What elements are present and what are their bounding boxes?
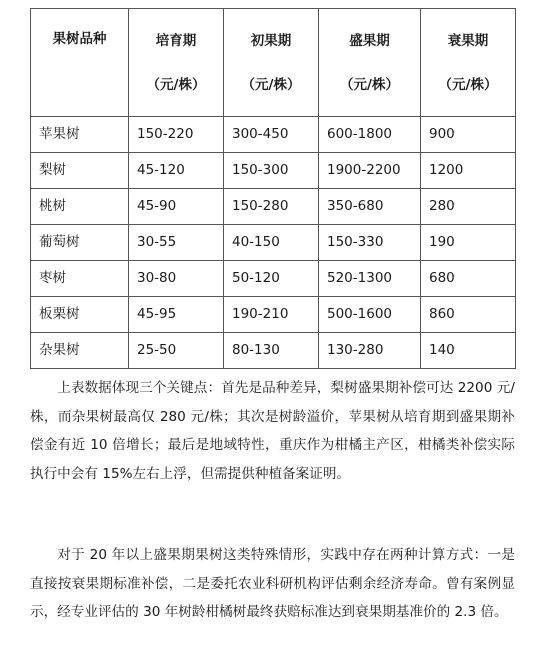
price-cell: 45-95 bbox=[129, 297, 224, 333]
table-row bbox=[31, 189, 516, 225]
column-header-label: 果树品种 bbox=[52, 31, 107, 47]
table-row bbox=[31, 117, 516, 153]
price-cell: 140 bbox=[421, 333, 516, 369]
price-cell: 520-1300 bbox=[319, 261, 421, 297]
price-cell: 80-130 bbox=[224, 333, 319, 369]
price-cell: 150-300 bbox=[224, 153, 319, 189]
table-header bbox=[31, 9, 516, 117]
column-header-label: 盛果期 bbox=[349, 32, 390, 49]
price-cell: 50-120 bbox=[224, 261, 319, 297]
price-cell: 25-50 bbox=[129, 333, 224, 369]
price-cell: 130-280 bbox=[319, 333, 421, 369]
price-cell: 1900-2200 bbox=[319, 153, 421, 189]
price-cell: 350-680 bbox=[319, 189, 421, 225]
price-cell: 190 bbox=[421, 225, 516, 261]
header-row bbox=[31, 9, 516, 117]
column-header bbox=[224, 9, 319, 117]
price-cell: 680 bbox=[421, 261, 516, 297]
price-cell: 150-280 bbox=[224, 189, 319, 225]
column-header-unit: （元/株） bbox=[241, 76, 301, 93]
price-cell: 900 bbox=[421, 117, 516, 153]
price-cell: 45-90 bbox=[129, 189, 224, 225]
table-row bbox=[31, 153, 516, 189]
price-cell: 300-450 bbox=[224, 117, 319, 153]
price-cell: 40-150 bbox=[224, 225, 319, 261]
fruit-tree-compensation-table bbox=[30, 8, 516, 369]
column-header-unit: （元/株） bbox=[438, 76, 498, 93]
tree-variety-cell: 板栗树 bbox=[31, 297, 129, 333]
column-header bbox=[319, 9, 421, 117]
price-cell: 280 bbox=[421, 189, 516, 225]
column-header-label: 初果期 bbox=[250, 32, 292, 49]
tree-variety-cell: 梨树 bbox=[31, 153, 129, 189]
price-cell: 860 bbox=[421, 297, 516, 333]
tree-variety-cell: 枣树 bbox=[31, 261, 129, 297]
price-cell: 30-80 bbox=[129, 261, 224, 297]
tree-variety-cell: 桃树 bbox=[31, 189, 129, 225]
column-header bbox=[31, 9, 129, 117]
column-header-unit: （元/株） bbox=[340, 76, 399, 93]
price-cell: 150-330 bbox=[319, 225, 421, 261]
special-case-paragraph: 对于 20 年以上盛果期果树这类特殊情形，实践中存在两种计算方式：一是直接按衰果期标准补偿，二是委托农业科研机构评估剩余经济寿命。曾有案例显示，经专业评估的 30 年树龄柑橘树最终获赔标准达到衰果期基准价的 2.3 倍。 bbox=[30, 547, 515, 620]
tree-variety-cell: 杂果树 bbox=[31, 333, 129, 369]
table-row bbox=[31, 333, 516, 369]
price-cell: 30-55 bbox=[129, 225, 224, 261]
column-header bbox=[421, 9, 516, 117]
table-row bbox=[31, 225, 516, 261]
tree-variety-cell: 葡萄树 bbox=[31, 225, 129, 261]
price-cell: 600-1800 bbox=[319, 117, 421, 153]
table-body bbox=[31, 117, 516, 369]
price-cell: 500-1600 bbox=[319, 297, 421, 333]
analysis-paragraph: 上表数据体现三个关键点：首先是品种差异，梨树盛果期补偿可达 2200 元/株，而杂果树最高仅 280 元/株；其次是树龄溢价，苹果树从培育期到盛果期补偿金有近 10 倍增长；最后是地域特性，重庆作为柑橘主产区，柑橘类补偿实际执行中会有 15%左右上浮，但需提供种植备案证明。 bbox=[30, 380, 515, 482]
tree-variety-cell: 苹果树 bbox=[31, 117, 129, 153]
column-header bbox=[129, 9, 224, 117]
price-cell: 1200 bbox=[421, 153, 516, 189]
column-header-label: 培育期 bbox=[155, 32, 197, 49]
column-header-unit: （元/株） bbox=[146, 76, 206, 93]
table-row bbox=[31, 261, 516, 297]
price-cell: 45-120 bbox=[129, 153, 224, 189]
table-row bbox=[31, 297, 516, 333]
column-header-label: 衰果期 bbox=[447, 32, 489, 49]
price-cell: 150-220 bbox=[129, 117, 224, 153]
price-cell: 190-210 bbox=[224, 297, 319, 333]
